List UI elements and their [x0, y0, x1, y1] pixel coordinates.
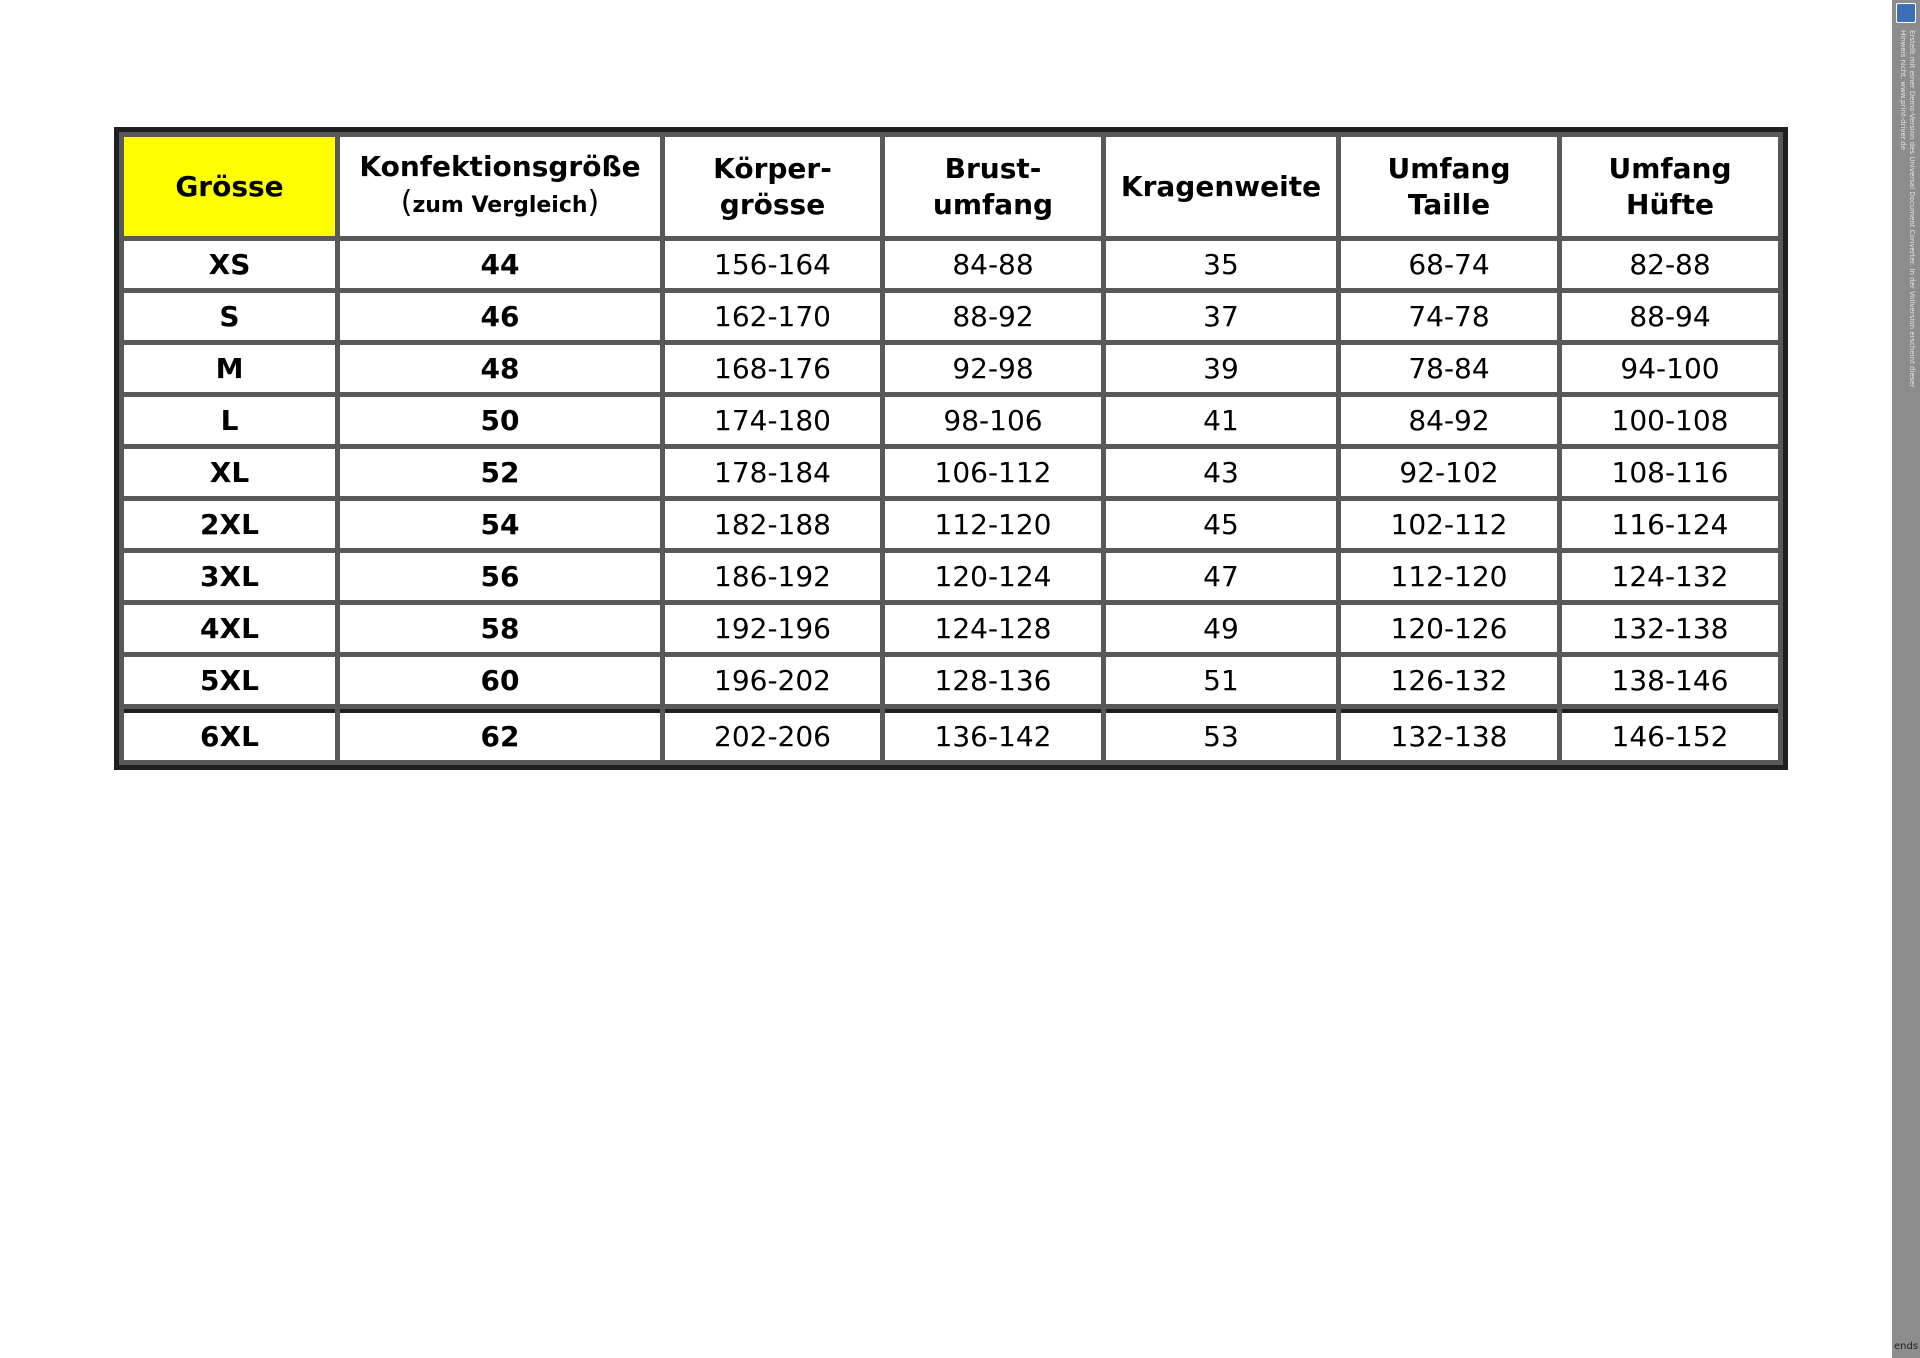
header-hip: Umfang Hüfte: [1562, 137, 1778, 236]
table-row: [124, 553, 1778, 600]
cell-collar: 41: [1106, 397, 1336, 444]
cell-size: 2XL: [124, 501, 335, 548]
cell-body-height: 162-170: [665, 293, 880, 340]
table-row: [124, 605, 1778, 652]
converter-logo-icon: [1896, 3, 1916, 23]
table-row: [124, 449, 1778, 496]
cell-size: M: [124, 345, 335, 392]
cell-waist: 74-78: [1341, 293, 1557, 340]
cell-body-height: 182-188: [665, 501, 880, 548]
cell-clothing-size: 60: [340, 657, 660, 704]
cell-hip: 124-132: [1562, 553, 1778, 600]
cell-clothing-size: 58: [340, 605, 660, 652]
header-row: [124, 137, 1778, 236]
cell-size: XL: [124, 449, 335, 496]
cell-clothing-size: 48: [340, 345, 660, 392]
cell-chest: 136-142: [885, 709, 1101, 760]
cell-clothing-size: 44: [340, 241, 660, 288]
converter-side-strip: [1892, 0, 1920, 1358]
header-collar: Kragenweite: [1106, 137, 1336, 236]
cell-collar: 37: [1106, 293, 1336, 340]
cell-waist: 126-132: [1341, 657, 1557, 704]
cell-size: 3XL: [124, 553, 335, 600]
cell-clothing-size: 50: [340, 397, 660, 444]
cell-waist: 132-138: [1341, 709, 1557, 760]
cell-body-height: 186-192: [665, 553, 880, 600]
cell-waist: 112-120: [1341, 553, 1557, 600]
cell-body-height: 202-206: [665, 709, 880, 760]
cell-hip: 100-108: [1562, 397, 1778, 444]
cell-chest: 92-98: [885, 345, 1101, 392]
cell-clothing-size: 46: [340, 293, 660, 340]
cell-collar: 53: [1106, 709, 1336, 760]
cell-body-height: 174-180: [665, 397, 880, 444]
cell-size: 4XL: [124, 605, 335, 652]
cell-chest: 106-112: [885, 449, 1101, 496]
cell-body-height: 178-184: [665, 449, 880, 496]
table-row: [124, 345, 1778, 392]
cell-clothing-size: 56: [340, 553, 660, 600]
cell-body-height: 192-196: [665, 605, 880, 652]
cell-collar: 45: [1106, 501, 1336, 548]
cell-chest: 120-124: [885, 553, 1101, 600]
strip-footer-text: ends: [1894, 1341, 1919, 1352]
header-body-height: Körper- grösse: [665, 137, 880, 236]
cell-chest: 128-136: [885, 657, 1101, 704]
cell-collar: 47: [1106, 553, 1336, 600]
converter-notice: Erstellt mit einer Demo-Version des Universal Document Converter. In der Vollversion erscheint dieser Hinweis nicht. www.print-driver.de: [1899, 30, 1916, 388]
cell-hip: 132-138: [1562, 605, 1778, 652]
cell-body-height: 196-202: [665, 657, 880, 704]
cell-chest: 88-92: [885, 293, 1101, 340]
table-body: [124, 241, 1778, 760]
cell-waist: 68-74: [1341, 241, 1557, 288]
cell-waist: 92-102: [1341, 449, 1557, 496]
table-row: [124, 397, 1778, 444]
cell-size: XS: [124, 241, 335, 288]
cell-chest: 112-120: [885, 501, 1101, 548]
cell-chest: 84-88: [885, 241, 1101, 288]
cell-clothing-size: 54: [340, 501, 660, 548]
cell-size: L: [124, 397, 335, 444]
cell-clothing-size: 52: [340, 449, 660, 496]
cell-hip: 82-88: [1562, 241, 1778, 288]
cell-waist: 120-126: [1341, 605, 1557, 652]
cell-collar: 49: [1106, 605, 1336, 652]
size-chart-table: [114, 127, 1788, 770]
cell-collar: 39: [1106, 345, 1336, 392]
cell-size: S: [124, 293, 335, 340]
cell-chest: 98-106: [885, 397, 1101, 444]
header-waist: Umfang Taille: [1341, 137, 1557, 236]
cell-waist: 84-92: [1341, 397, 1557, 444]
cell-hip: 138-146: [1562, 657, 1778, 704]
cell-clothing-size: 62: [340, 709, 660, 760]
cell-hip: 88-94: [1562, 293, 1778, 340]
table-row: [124, 501, 1778, 548]
cell-hip: 146-152: [1562, 709, 1778, 760]
table-row: [124, 709, 1778, 760]
header-clothing-size: Konfektionsgröße (zum Vergleich): [340, 137, 660, 236]
cell-waist: 78-84: [1341, 345, 1557, 392]
cell-hip: 108-116: [1562, 449, 1778, 496]
header-size: Grösse: [124, 137, 335, 236]
cell-size: 5XL: [124, 657, 335, 704]
cell-hip: 116-124: [1562, 501, 1778, 548]
cell-collar: 51: [1106, 657, 1336, 704]
cell-body-height: 156-164: [665, 241, 880, 288]
header-chest: Brust- umfang: [885, 137, 1101, 236]
cell-collar: 35: [1106, 241, 1336, 288]
table-row: [124, 241, 1778, 288]
cell-waist: 102-112: [1341, 501, 1557, 548]
table-row: [124, 293, 1778, 340]
cell-chest: 124-128: [885, 605, 1101, 652]
cell-collar: 43: [1106, 449, 1336, 496]
cell-hip: 94-100: [1562, 345, 1778, 392]
cell-body-height: 168-176: [665, 345, 880, 392]
table-row: [124, 657, 1778, 704]
cell-size: 6XL: [124, 709, 335, 760]
